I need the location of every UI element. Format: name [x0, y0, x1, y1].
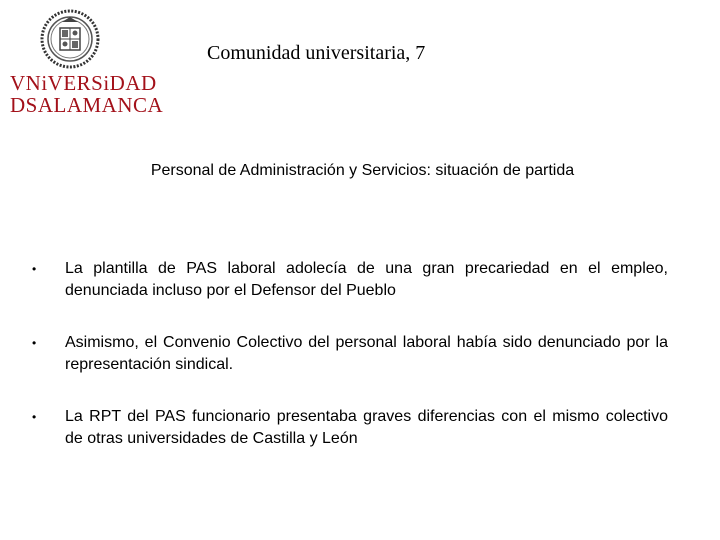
slide-subtitle: Personal de Administración y Servicios: situación de partida [150, 162, 575, 179]
bullet-marker: • [32, 262, 37, 276]
bullet-item [32, 258, 668, 302]
bullet-list [32, 258, 668, 450]
bullet-text: Asimismo, el Convenio Colectivo del personal laboral había sido denunciado por la representación sindical. [65, 334, 668, 373]
university-seal-icon [40, 8, 100, 70]
bullet-marker: • [32, 336, 37, 350]
bullet-marker: • [32, 410, 37, 424]
university-logo-line2: DSALAMANCA [10, 93, 164, 117]
page-title: Comunidad universitaria, 7 [207, 42, 426, 64]
bullet-item [32, 332, 668, 376]
bullet-item [32, 406, 668, 450]
university-logo-line1: VNiVERSiDAD [10, 71, 157, 95]
bullet-text: La plantilla de PAS laboral adolecía de una gran precariedad en el empleo, denunciada incluso por el Defensor del Pueblo [65, 260, 668, 299]
bullet-text: La RPT del PAS funcionario presentaba graves diferencias con el mismo colectivo de otras universidades de Castilla y León [65, 408, 668, 447]
